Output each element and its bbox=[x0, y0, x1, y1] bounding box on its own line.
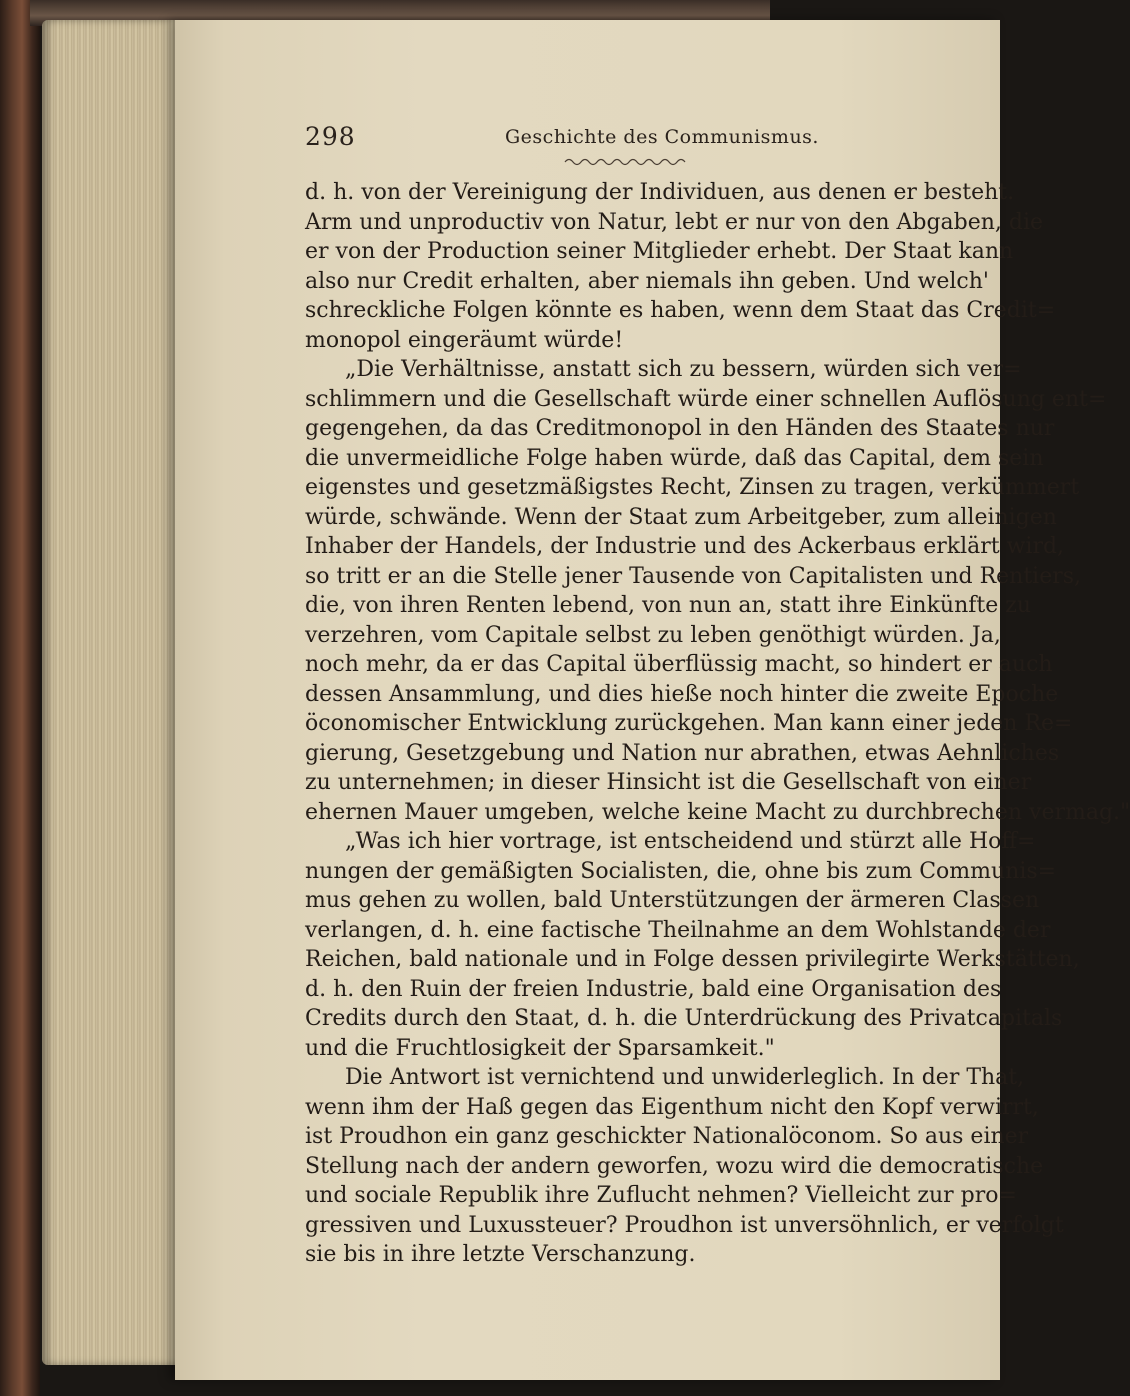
text-line: verlangen, d. h. eine factische Theilnahme an dem Wohlstande der bbox=[305, 917, 1051, 943]
text-line: nungen der gemäßigten Socialisten, die, ohne bis zum Communis= bbox=[305, 858, 1057, 884]
book-spine bbox=[0, 0, 40, 1396]
text-line: monopol eingeräumt würde! bbox=[305, 327, 624, 353]
text-line: schreckliche Folgen könnte es haben, wenn dem Staat das Credit= bbox=[305, 298, 1056, 323]
text-line: Inhaber der Handels, der Industrie und des Ackerbaus erklärt wird, bbox=[305, 534, 1065, 559]
text-line: „Die Verhältnisse, anstatt sich zu bessern, würden sich ver= bbox=[345, 357, 1022, 382]
page-number: 298 bbox=[305, 122, 356, 151]
text-line: sie bis in ihre letzte Verschanzung. bbox=[305, 1242, 696, 1267]
text-line: verzehren, vom Capitale selbst zu leben genöthigt würden. Ja, bbox=[305, 622, 1001, 648]
text-line: so tritt er an die Stelle jener Tausende von Capitalisten und Rentiers, bbox=[305, 563, 1082, 589]
text-line: d. h. den Ruin der freien Industrie, bald eine Organisation des bbox=[305, 976, 1002, 1002]
wavy-rule-ornament bbox=[565, 156, 685, 168]
text-line: „Was ich hier vortrage, ist entscheidend und stürzt alle Hoff= bbox=[345, 829, 1036, 854]
text-line: dessen Ansammlung, und dies hieße noch hinter die zweite Epoche bbox=[305, 681, 1059, 707]
text-line: Stellung nach der andern geworfen, wozu wird die democratische bbox=[305, 1153, 1044, 1179]
text-line: eigenstes und gesetzmäßigstes Recht, Zinsen zu tragen, verkümmert bbox=[305, 475, 1080, 500]
text-line: die, von ihren Renten lebend, von nun an, statt ihre Einkünfte zu bbox=[305, 593, 1031, 618]
text-line: gressiven und Luxussteuer? Proudhon ist unversöhnlich, er verfolgt bbox=[305, 1212, 1064, 1238]
text-line: ist Proudhon ein ganz geschickter Nationalöconom. So aus einer bbox=[305, 1124, 1029, 1149]
body-text bbox=[305, 178, 1130, 1270]
text-line: noch mehr, da er das Capital überflüssig macht, so hindert er auch bbox=[305, 652, 1053, 677]
text-line: ehernen Mauer umgeben, welche keine Macht zu durchbrechen vermag." bbox=[305, 799, 1130, 825]
text-line: öconomischer Entwicklung zurückgehen. Man kann einer jeden Re= bbox=[305, 711, 1073, 736]
text-line: mus gehen zu wollen, bald Unterstützungen der ärmeren Classen bbox=[305, 888, 1040, 913]
text-line: Die Antwort ist vernichtend und unwiderleglich. In der That, bbox=[345, 1065, 1025, 1090]
text-line: also nur Credit erhalten, aber niemals ihn geben. Und welch' bbox=[305, 268, 989, 294]
text-line: er von der Production seiner Mitglieder erhebt. Der Staat kann bbox=[305, 239, 1014, 264]
text-line: Credits durch den Staat, d. h. die Unterdrückung des Privatcapitals bbox=[305, 1006, 1063, 1031]
text-line: d. h. von der Vereinigung der Individuen, aus denen er besteht. bbox=[305, 180, 1015, 205]
text-line: Reichen, bald nationale und in Folge dessen privilegirte Werkstätten, bbox=[305, 947, 1080, 972]
text-line: und die Fruchtlosigkeit der Sparsamkeit." bbox=[305, 1035, 775, 1061]
text-line: und sociale Republik ihre Zuflucht nehmen? Vielleicht zur pro= bbox=[305, 1183, 1017, 1208]
text-line: Arm und unproductiv von Natur, lebt er nur von den Abgaben, die bbox=[305, 209, 1044, 235]
running-title: Geschichte des Communismus. bbox=[505, 126, 819, 148]
page-stack-edges bbox=[42, 20, 182, 1365]
text-line: wenn ihm der Haß gegen das Eigenthum nicht den Kopf verwirrt, bbox=[305, 1094, 1039, 1120]
text-line: schlimmern und die Gesellschaft würde einer schnellen Auflösung ent= bbox=[305, 386, 1107, 412]
text-line: gierung, Gesetzgebung und Nation nur abrathen, etwas Aehnliches bbox=[305, 740, 1060, 766]
text-line: würde, schwände. Wenn der Staat zum Arbeitgeber, zum alleinigen bbox=[305, 504, 1057, 530]
text-line: gegengehen, da das Creditmonopol in den Händen des Staates nur bbox=[305, 416, 1055, 441]
text-line: die unvermeidliche Folge haben würde, daß das Capital, dem sein bbox=[305, 445, 1044, 471]
text-line: zu unternehmen; in dieser Hinsicht ist die Gesellschaft von einer bbox=[305, 770, 1032, 795]
